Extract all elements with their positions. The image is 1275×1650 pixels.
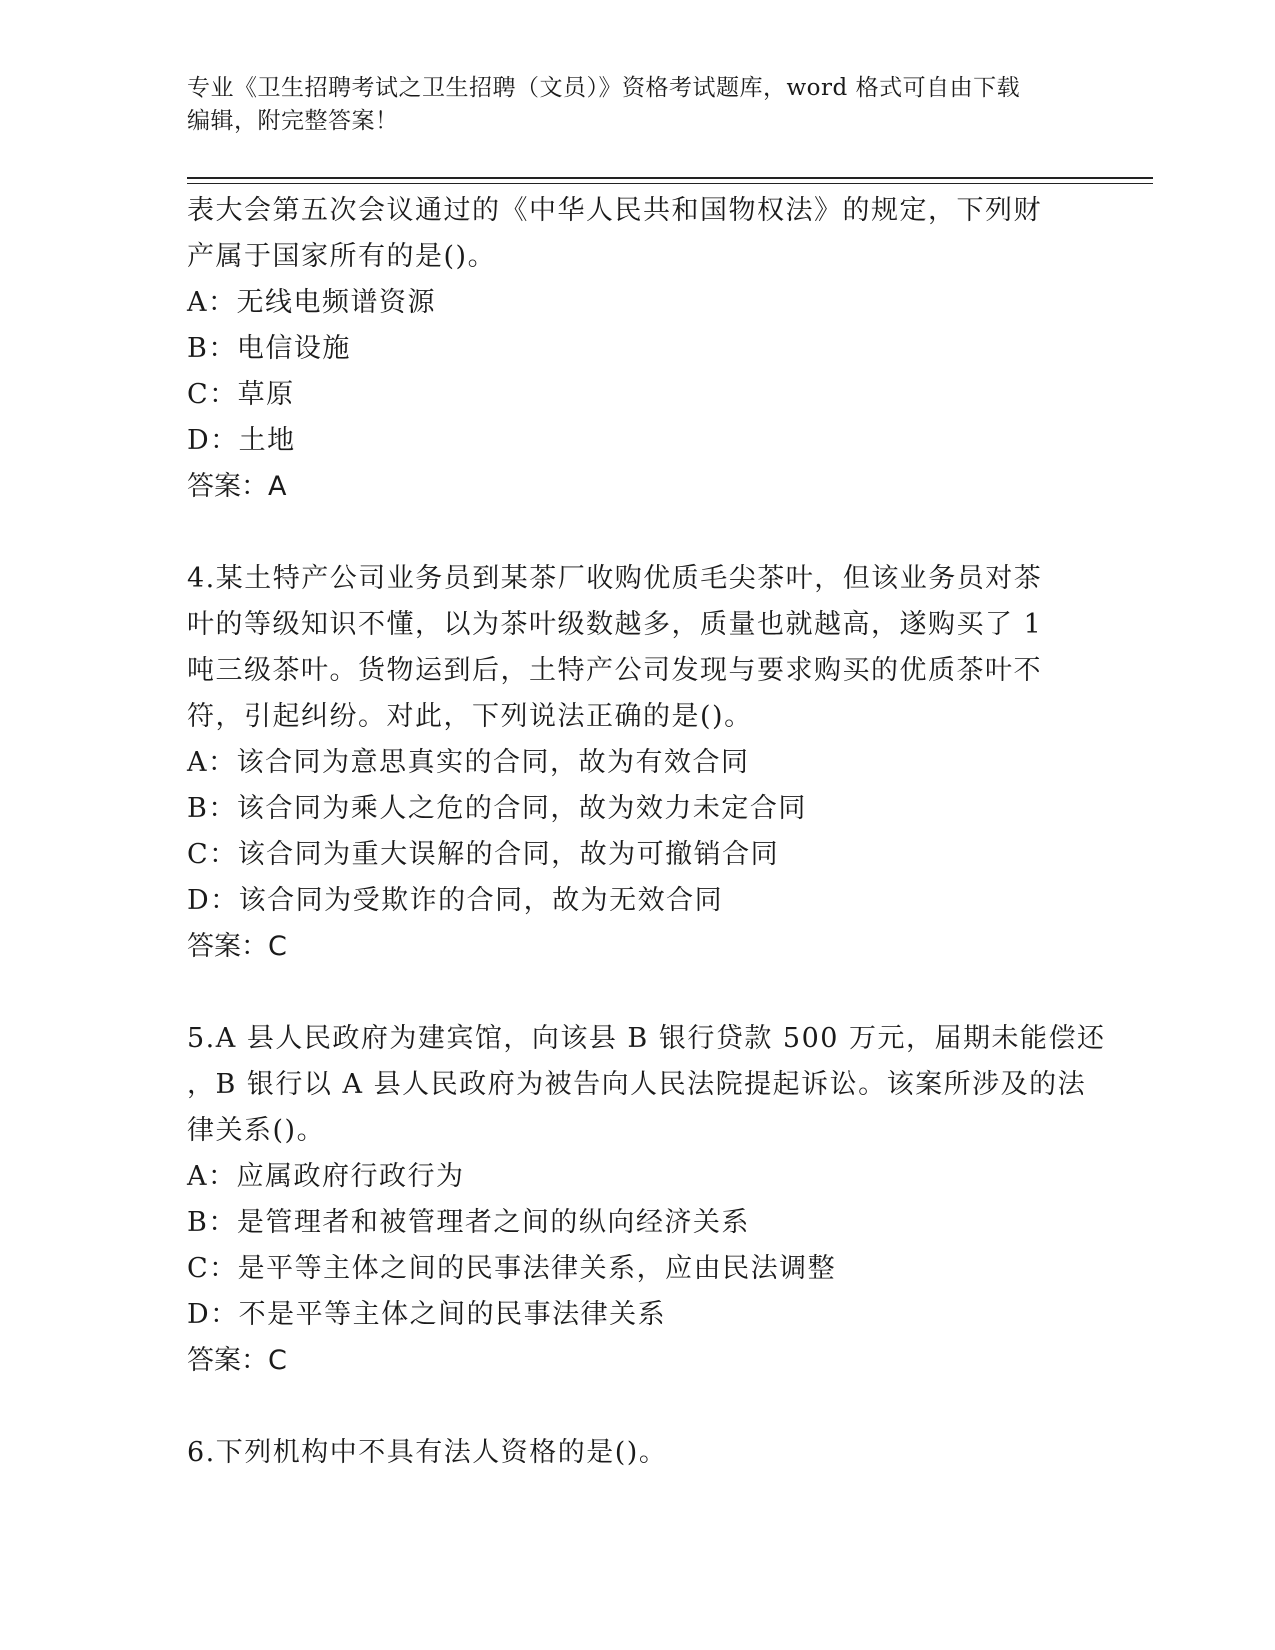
option-d: D：土地 [187, 425, 296, 456]
header-line-2: 编辑，附完整答案！ [187, 108, 399, 134]
question-stem-line: 符，引起纠纷。对此，下列说法正确的是()。 [187, 701, 753, 732]
answer-line: 答案：A [187, 471, 287, 502]
question-stem-line: 产属于国家所有的是()。 [187, 241, 497, 272]
option-c: C：草原 [187, 379, 295, 410]
question-stem-line: 律关系()。 [187, 1115, 326, 1146]
option-a: A：无线电频谱资源 [187, 287, 436, 318]
option-a: A：该合同为意思真实的合同，故为有效合同 [187, 747, 750, 778]
question-6 [187, 1430, 1087, 1476]
document-header [187, 72, 1067, 138]
question-stem-line: 6.下列机构中不具有法人资格的是()。 [187, 1437, 668, 1468]
header-divider-thin [187, 183, 1153, 184]
spacer [187, 510, 1087, 556]
question-5 [187, 1016, 1106, 1384]
spacer [187, 1384, 1087, 1430]
header-divider-thick [187, 177, 1153, 179]
spacer [187, 970, 1087, 1016]
question-stem-line: ，B 银行以 A 县人民政府为被告向人民法院提起诉讼。该案所涉及的法 [187, 1069, 1087, 1100]
document-body [187, 188, 1106, 1476]
question-stem-line: 5.A 县人民政府为建宾馆，向该县 B 银行贷款 500 万元，届期未能偿还 [187, 1023, 1106, 1054]
answer-line: 答案：C [187, 1345, 287, 1376]
answer-line: 答案：C [187, 931, 287, 962]
option-b: B：电信设施 [187, 333, 351, 364]
option-d: D：不是平等主体之间的民事法律关系 [187, 1299, 667, 1330]
option-b: B：该合同为乘人之危的合同，故为效力未定合同 [187, 793, 807, 824]
option-c: C：是平等主体之间的民事法律关系，应由民法调整 [187, 1253, 837, 1284]
question-stem-line: 4.某土特产公司业务员到某茶厂收购优质毛尖茶叶，但该业务员对茶 [187, 563, 1043, 594]
question-stem-line: 叶的等级知识不懂，以为茶叶级数越多，质量也就越高，遂购买了 1 [187, 609, 1043, 640]
question-3 [187, 188, 1087, 510]
question-stem-line: 表大会第五次会议通过的《中华人民共和国物权法》的规定，下列财 [187, 195, 1042, 226]
option-b: B：是管理者和被管理者之间的纵向经济关系 [187, 1207, 750, 1238]
option-d: D：该合同为受欺诈的合同，故为无效合同 [187, 885, 724, 916]
option-c: C：该合同为重大误解的合同，故为可撤销合同 [187, 839, 780, 870]
question-4 [187, 556, 1087, 970]
header-line-1: 专业《卫生招聘考试之卫生招聘（文员）》资格考试题库，word 格式可自由下载 [187, 75, 1021, 101]
option-a: A：应属政府行政行为 [187, 1161, 465, 1192]
question-stem-line: 吨三级茶叶。货物运到后，土特产公司发现与要求购买的优质茶叶不 [187, 655, 1042, 686]
